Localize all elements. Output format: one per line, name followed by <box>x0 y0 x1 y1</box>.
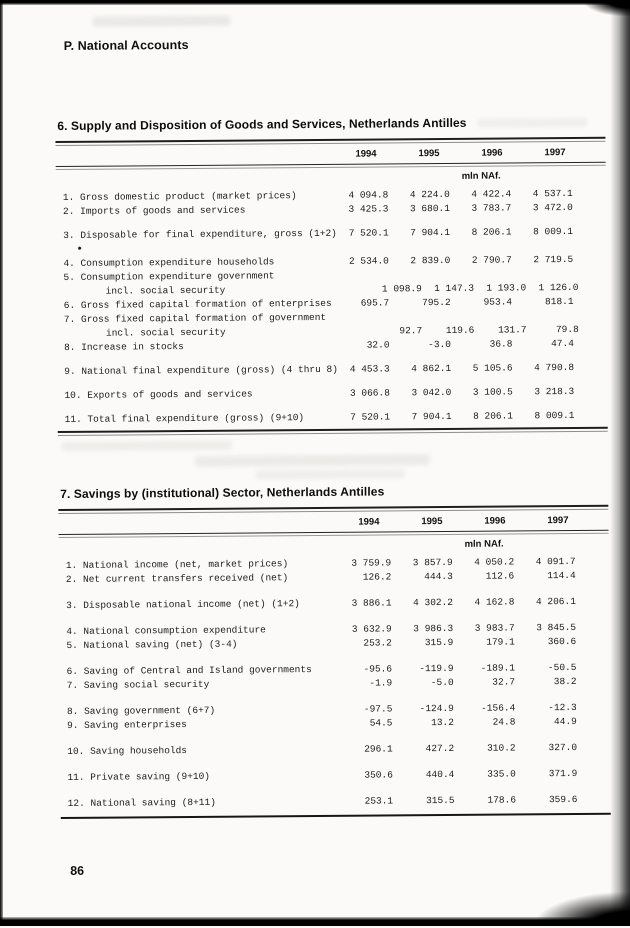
header-right-pad <box>574 515 608 526</box>
cell-value: 315.9 <box>392 636 454 650</box>
bleedthrough-artifact <box>62 441 232 451</box>
cell-value: 3 886.1 <box>330 596 392 610</box>
cell-value: 47.4 <box>512 337 574 351</box>
table-body <box>59 555 611 811</box>
cell-value: 3 783.7 <box>450 201 512 215</box>
cell-value: -156.4 <box>454 701 516 715</box>
row-label: 5. Consumption expenditure government <box>56 269 327 285</box>
cell-value: 5 105.6 <box>451 361 513 375</box>
cell-value: 8 009.1 <box>513 409 575 423</box>
cell-value: 4 537.1 <box>511 187 573 201</box>
cell-value: 2 839.0 <box>389 254 451 268</box>
cell-value: 3 680.1 <box>388 202 450 216</box>
year-column-header: 1994 <box>322 516 385 527</box>
table-rule-mid <box>56 162 606 170</box>
cell-value: 953.4 <box>451 295 513 309</box>
cell-value: 253.2 <box>330 636 392 650</box>
bleedthrough-artifact <box>195 454 430 467</box>
unit-label: mln NAf. <box>59 538 609 553</box>
row-label: 9. National final expenditure (gross) (4 thru 8) <box>57 363 328 379</box>
header-right-pad <box>572 147 606 158</box>
cell-value: 4 091.7 <box>514 555 576 569</box>
table-row <box>60 741 610 759</box>
cell-value: 179.1 <box>453 635 515 649</box>
table-row <box>60 767 610 785</box>
table-rule-top <box>58 505 608 514</box>
cell-value: 32.0 <box>328 338 390 352</box>
cell-value: 4 862.1 <box>390 362 452 376</box>
cell-value: 38.2 <box>515 675 577 689</box>
year-column-header: 1994 <box>320 148 383 159</box>
table-row <box>60 675 610 693</box>
cell-value: 3 100.5 <box>451 385 513 399</box>
row-label: 6. Saving of Central and Island governments <box>60 663 331 679</box>
cell-value: 13.2 <box>392 716 454 730</box>
cell-value: 795.2 <box>389 296 451 310</box>
cell-value: -5.0 <box>392 676 454 690</box>
cell-value: 32.7 <box>454 675 516 689</box>
year-column-header: 1995 <box>385 516 448 527</box>
table-rule-bottom <box>58 427 608 436</box>
cell-value: 2 719.5 <box>512 253 574 267</box>
cell-value: 3 983.7 <box>453 621 515 635</box>
row-label: incl. social security <box>57 325 370 341</box>
cell-value: 7 520.1 <box>329 410 391 424</box>
row-label: 11. Total final expenditure (gross) (9+10) <box>58 411 329 427</box>
cell-value: -97.5 <box>331 702 393 716</box>
row-label: • <box>56 241 340 257</box>
cell-value: -95.6 <box>331 662 393 676</box>
row-label: 11. Private saving (9+10) <box>60 769 331 785</box>
table-title: 6. Supply and Disposition of Goods and Services, Netherlands Antilles <box>57 115 605 133</box>
cell-value: 360.6 <box>515 635 577 649</box>
cell-value: 4 790.8 <box>513 361 575 375</box>
cell-value: 1 098.9 <box>370 282 422 296</box>
section-heading: P. National Accounts <box>64 38 189 53</box>
cell-value: -12.3 <box>515 701 577 715</box>
cell-value: 3 218.3 <box>513 385 575 399</box>
table-savings-by-sector <box>58 483 611 819</box>
header-spacer <box>56 149 320 162</box>
table-row <box>58 409 608 427</box>
row-label: 2. Imports of goods and services <box>56 203 327 219</box>
cell-value: 2 534.0 <box>327 254 389 268</box>
table-row <box>57 337 607 355</box>
cell-value: -1.9 <box>331 676 393 690</box>
cell-value: -50.5 <box>515 661 577 675</box>
cell-value: -119.9 <box>392 662 454 676</box>
cell-value: 310.2 <box>454 741 516 755</box>
cell-value: 4 162.8 <box>453 595 515 609</box>
year-header-row <box>56 147 606 162</box>
year-header-row <box>58 515 608 530</box>
cell-value: 3 632.9 <box>330 622 392 636</box>
cell-value: 24.8 <box>454 715 516 729</box>
table-row <box>59 635 609 653</box>
table-row <box>59 569 609 587</box>
cell-value: -189.1 <box>453 661 515 675</box>
cell-value: 359.6 <box>516 793 578 807</box>
row-label: incl. social security <box>57 283 370 299</box>
cell-value: 427.2 <box>393 742 455 756</box>
year-column-header: 1996 <box>446 147 509 158</box>
cell-value: 1 147.3 <box>422 282 474 296</box>
cell-value: 350.6 <box>331 768 393 782</box>
year-column-header: 1997 <box>511 515 574 526</box>
table-rule-bottom <box>61 813 611 819</box>
header-spacer <box>58 517 322 530</box>
row-label: 3. Disposable for final expenditure, gross (1+2) <box>56 227 327 243</box>
cell-value: 44.9 <box>515 715 577 729</box>
cell-value: 8 206.1 <box>450 225 512 239</box>
table-row <box>60 715 610 733</box>
row-label: 10. Exports of goods and services <box>57 387 328 403</box>
cell-value: 131.7 <box>474 323 526 337</box>
table-row <box>57 361 607 379</box>
cell-value: 92.7 <box>370 324 422 338</box>
cell-value: 114.4 <box>514 569 576 583</box>
cell-value: 79.8 <box>527 323 579 337</box>
year-column-header: 1995 <box>383 148 446 159</box>
cell-value: 112.6 <box>453 569 515 583</box>
table-body <box>56 187 608 427</box>
cell-value: 8 206.1 <box>451 409 513 423</box>
row-label: 7. Saving social security <box>60 677 331 693</box>
cell-value: 3 986.3 <box>392 622 454 636</box>
page-number: 86 <box>70 864 84 878</box>
cell-value: 54.5 <box>331 716 393 730</box>
cell-value: 371.9 <box>516 767 578 781</box>
table-rule-top <box>55 137 605 146</box>
table-supply-disposition <box>55 115 607 436</box>
table-title: 7. Savings by (institutional) Sector, Netherlands Antilles <box>60 483 608 501</box>
row-label: 4. National consumption expenditure <box>59 623 330 639</box>
table-rule-mid <box>59 530 609 538</box>
row-label: 5. National saving (net) (3-4) <box>59 637 330 653</box>
cell-value: 3 042.0 <box>390 386 452 400</box>
bleedthrough-artifact <box>92 16 230 27</box>
row-label: 2. Net current transfers received (net) <box>59 571 330 587</box>
unit-label: mln NAf. <box>56 170 606 185</box>
cell-value: 7 520.1 <box>327 226 389 240</box>
table-row <box>61 793 611 811</box>
cell-value: 3 066.8 <box>328 386 390 400</box>
cell-value: 4 094.8 <box>327 188 389 202</box>
cell-value: -124.9 <box>392 702 454 716</box>
row-label: 7. Gross fixed capital formation of government <box>57 311 328 327</box>
cell-value: 695.7 <box>328 296 390 310</box>
row-label: 1. Gross domestic product (market prices) <box>56 189 327 205</box>
cell-value: 4 224.0 <box>388 188 450 202</box>
row-label: 4. Consumption expenditure households <box>56 255 327 271</box>
cell-value: 7 904.1 <box>390 410 452 424</box>
cell-value: 178.6 <box>455 793 517 807</box>
cell-value: 2 790.7 <box>450 253 512 267</box>
cell-value: 8 009.1 <box>511 225 573 239</box>
cell-value: -3.0 <box>389 338 451 352</box>
row-label: 3. Disposable national income (net) (1+2) <box>59 597 330 613</box>
row-label: 12. National saving (8+11) <box>61 795 332 811</box>
cell-value: 315.5 <box>393 794 455 808</box>
year-column-header: 1996 <box>448 515 511 526</box>
row-label: 6. Gross fixed capital formation of enterprises <box>57 297 328 313</box>
cell-value: 4 422.4 <box>450 187 512 201</box>
cell-value: 1 126.0 <box>526 281 578 295</box>
cell-value: 818.1 <box>512 295 574 309</box>
table-row <box>56 201 606 219</box>
cell-value: 3 845.5 <box>515 621 577 635</box>
row-label: 10. Saving households <box>60 743 331 759</box>
row-label: 8. Increase in stocks <box>57 339 328 355</box>
cell-value: 444.3 <box>391 570 453 584</box>
year-column-header: 1997 <box>509 147 572 158</box>
cell-value: 253.1 <box>332 794 394 808</box>
cell-value: 4 050.2 <box>453 555 515 569</box>
row-label: 1. National income (net, market prices) <box>59 557 330 573</box>
cell-value: 126.2 <box>330 570 392 584</box>
cell-value: 3 759.9 <box>330 556 392 570</box>
cell-value: 4 206.1 <box>514 595 576 609</box>
cell-value: 1 193.0 <box>474 281 526 295</box>
cell-value: 3 425.3 <box>327 202 389 216</box>
cell-value: 4 453.3 <box>328 362 390 376</box>
bleedthrough-artifact <box>255 469 405 479</box>
row-label: 8. Saving government (6+7) <box>60 703 331 719</box>
cell-value: 36.8 <box>451 337 513 351</box>
row-label: 9. Saving enterprises <box>60 717 331 733</box>
cell-value: 119.6 <box>422 324 474 338</box>
cell-value: 3 472.0 <box>511 201 573 215</box>
cell-value: 327.0 <box>516 741 578 755</box>
cell-value: 4 302.2 <box>392 596 454 610</box>
table-row <box>59 595 609 613</box>
table-row <box>57 385 607 403</box>
cell-value: 440.4 <box>393 768 455 782</box>
cell-value: 7 904.1 <box>389 226 451 240</box>
cell-value: 296.1 <box>331 742 393 756</box>
cell-value: 335.0 <box>454 767 516 781</box>
cell-value: 3 857.9 <box>391 556 453 570</box>
